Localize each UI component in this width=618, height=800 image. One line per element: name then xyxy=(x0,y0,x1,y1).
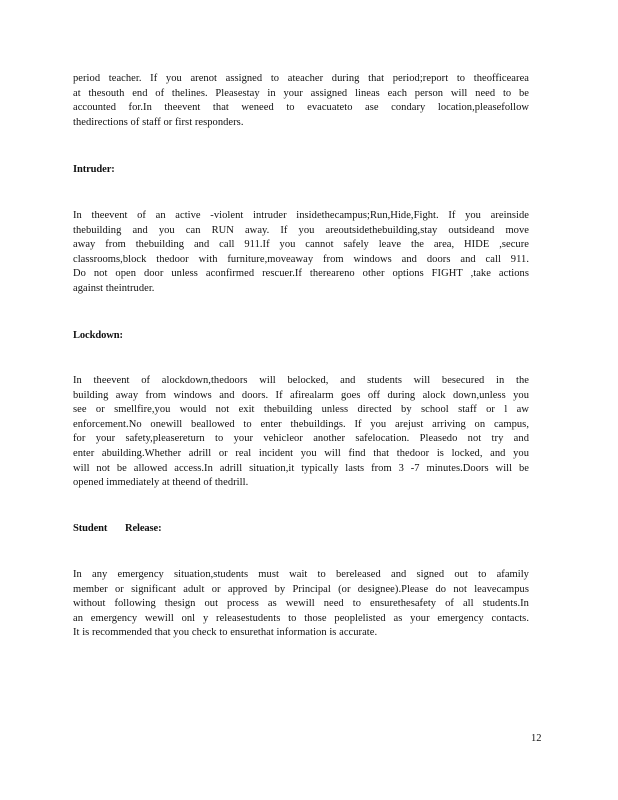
text-line: building away from windows and doors. If afirealarm goes off during alock down,unless you xyxy=(73,389,529,401)
text-line: away from thebuilding and call 911.If you cannot safely leave the area, HIDE ,secure xyxy=(73,239,529,251)
heading-student-release xyxy=(73,523,162,534)
text-line: thebuilding and you can RUN away. If you areoutsidethebuilding,stay outsideand move xyxy=(73,224,529,236)
text-line: member or significant adult or approved by Principal (or designee).Please do not leavecampus xyxy=(73,583,529,595)
heading-intruder: Intruder: xyxy=(73,164,115,175)
text-line: enforcement.No onewill beallowed to enter thebuildings. If you arejust arriving on campus, xyxy=(73,418,529,430)
text-line: period teacher. If you arenot assigned to ateacher during that period;report to theofficearea xyxy=(73,73,529,84)
text-line: at thesouth end of thelines. Pleasestay in your assigned lineas each person will need to be xyxy=(73,87,529,99)
text-line: for your safety,pleasereturn to your vehicleor another safelocation. Pleasedo not try and xyxy=(73,433,529,445)
paragraph-assembly-instructions xyxy=(73,72,529,130)
text-line: will not be allowed access.In adrill situation,it typically lasts from 3 -7 minutes.Doors will be xyxy=(73,462,529,474)
text-line: against theintruder. xyxy=(73,282,155,294)
text-line: enter abuilding.Whether adrill or real incident you will find that thedoor is locked, and you xyxy=(73,447,529,459)
text-line: Do not open door unless aconfirmed rescuer.If thereareno other options FIGHT ,take actions xyxy=(73,268,529,280)
text-line: It is recommended that you check to ensurethat information is accurate. xyxy=(73,627,378,639)
text-line: In any emergency situation,students must wait to bereleased and signed out to afamily xyxy=(73,569,529,580)
text-line: In theevent of alockdown,thedoors will belocked, and students will besecured in the xyxy=(73,375,529,386)
heading-lockdown: Lockdown: xyxy=(73,330,123,341)
page-number: 12 xyxy=(531,733,542,744)
text-line: classrooms,block thedoor with furniture,moveaway from windows and doors and call 911. xyxy=(73,253,529,265)
text-line: opened immediately at theend of thedrill. xyxy=(73,477,249,489)
paragraph-lockdown xyxy=(73,374,529,491)
heading-student-release-text: Student Release: xyxy=(73,523,162,534)
paragraph-student-release xyxy=(73,568,529,641)
text-line: thedirections of staff or first responders. xyxy=(73,116,244,128)
text-line: without following thesign out process as wewill need to ensurethesafety of all students.In xyxy=(73,598,529,610)
text-line: In theevent of an active -violent intruder insidethecampus;Run,Hide,Fight. If you areinside xyxy=(73,210,529,221)
text-line: see or smellfire,you would not exit thebuilding unless directed by school staff or l aw xyxy=(73,404,529,416)
paragraph-intruder xyxy=(73,209,529,297)
text-line: accounted for.In theevent that weneed to evacuateto ase condary location,pleasefollow xyxy=(73,102,529,114)
text-line: an emergency wewill onl y releasestudents to those peoplelisted as your emergency contacts. xyxy=(73,612,529,624)
